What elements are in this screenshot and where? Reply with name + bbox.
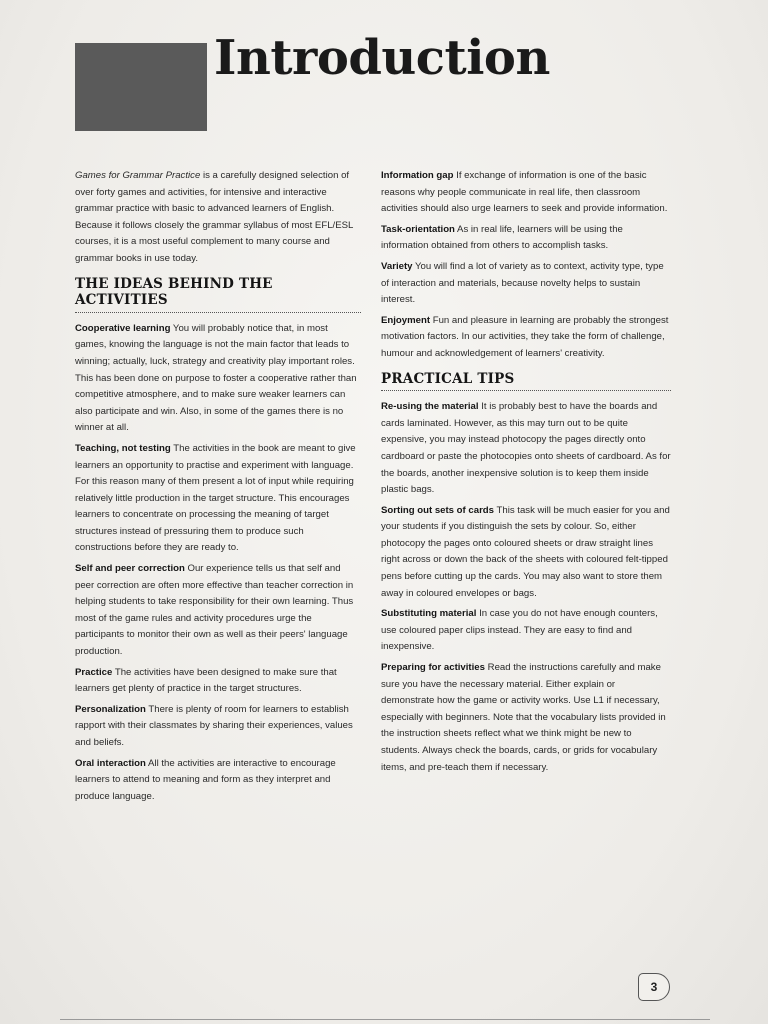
intro-paragraph <box>75 168 361 268</box>
ideas-term: Self and peer correction <box>75 563 185 575</box>
tips-term: Sorting out sets of cards <box>381 504 495 516</box>
tips-item <box>381 660 671 776</box>
ideas-text: There is plenty of room for learners to establish rapport with their classmates by sharing their experiences, values and beliefs. <box>75 703 353 748</box>
ideas-term: Enjoyment <box>381 314 431 326</box>
ideas-text: The activities have been designed to make sure that learners get plenty of practice in the target structures. <box>75 666 337 695</box>
intro-text: is a carefully designed selection of over forty games and activities, for intensive and interactive grammar practice with basic to advanced learners of English. Because it follows closely the grammar syllabus of most EFL/ESL courses, it is a most useful complement to many course and grammar books in use today. <box>75 170 353 264</box>
ideas-text: You will probably notice that, in most games, knowing the language is not the main factor that leads to winning; actually, luck, strategy and creativity play important roles. This has been done on purpose to foster a cooperative rather than competitive atmosphere, and to make sure weaker learners can also participate and win. Also, in some of the games there is no winner at all. <box>75 322 357 434</box>
tips-text: In case you do not have enough counters, use coloured paper clips instead. They are easy to find and inexpensive. <box>381 608 658 653</box>
right-column <box>381 168 671 780</box>
ideas-term: Cooperative learning <box>75 322 171 334</box>
ideas-text: If exchange of information is one of the basic reasons why people communicate in real life, then classroom activities should also urge learners to seek and provide information. <box>381 170 668 215</box>
ideas-item <box>75 756 361 806</box>
ideas-item <box>75 702 361 752</box>
ideas-text: You will find a lot of variety as to context, activity type, type of interaction and materials, because novelty helps to sustain interest. <box>381 260 664 306</box>
left-column <box>75 168 361 809</box>
tips-term: Re-using the material <box>381 401 479 413</box>
tips-term: Preparing for activities <box>381 662 485 674</box>
tips-item <box>381 503 671 603</box>
ideas-text: All the activities are interactive to encourage learners to attend to meaning and form as they interpret and produce language. <box>75 757 336 802</box>
tips-item <box>381 606 671 656</box>
title-decoration-block <box>75 43 207 131</box>
ideas-term: Task-orientation <box>381 223 455 235</box>
book-title: Games for Grammar Practice <box>75 170 201 181</box>
tips-heading: PRACTICAL TIPS <box>381 371 671 392</box>
ideas-item <box>75 561 361 661</box>
ideas-text: The activities in the book are meant to give learners an opportunity to practise and experiment with language. For this reason many of them present a lot of input while requiring relatively little production in the target structure. This encourages learners to concentrate on processing the meaning of target structures instead of pressuring them to produce such constructions before they are ready to. <box>75 442 356 554</box>
page-title: Introduction <box>214 30 550 86</box>
ideas-item <box>75 441 361 557</box>
ideas-term: Personalization <box>75 703 146 715</box>
ideas-text: Fun and pleasure in learning are probably the strongest motivation factors. In our activities, they take the form of challenge, humour and acknowledgement of learners' creativity. <box>381 314 669 359</box>
ideas-term: Teaching, not testing <box>75 442 171 454</box>
ideas-heading: THE IDEAS BEHIND THE ACTIVITIES <box>75 276 361 313</box>
ideas-text: As in real life, learners will be using the information obtained from others to accomplish tasks. <box>381 223 623 252</box>
ideas-item <box>381 222 671 255</box>
tips-text: Read the instructions carefully and make sure you have the necessary material. Either explain or demonstrate how the game or activity works. Use L1 if necessary, especially with beginners. Note that the vocabulary lists provided in the instruction sheets reflect what we think might be new to students. Always check the boards, cards, or grids for vocabulary items, and pre-teach them if necessary. <box>381 662 666 773</box>
ideas-term: Practice <box>75 666 113 678</box>
page-number: 3 <box>638 973 670 1001</box>
ideas-item <box>381 168 671 218</box>
bottom-rule <box>60 1019 710 1020</box>
ideas-term: Information gap <box>381 170 454 181</box>
ideas-item <box>75 321 361 437</box>
ideas-term: Oral interaction <box>75 757 146 769</box>
ideas-item <box>75 665 361 698</box>
ideas-item <box>381 259 671 309</box>
ideas-text: Our experience tells us that self and peer correction are often more effective than teacher correction in helping students to take responsibility for their own learning. Thus most of the game rules and activity procedures urge the participants to monitor their own as well as their peers' language production. <box>75 563 354 658</box>
tips-item <box>381 399 671 499</box>
tips-text: This task will be much easier for you and your students if you distinguish the sets by colour. So, either photocopy the pages onto coloured sheets or draw straight lines right across or down the back of the sheets with coloured felt-tipped pens before cutting up the cards. You may also want to store them away in coloured envelopes or bags. <box>381 504 670 599</box>
tips-term: Substituting material <box>381 608 477 620</box>
tips-text: It is probably best to have the boards and cards laminated. However, as this may turn out to be quite expensive, you may instead photocopy the pages directly onto cardboard or paste the photocopies onto sheets of cardboard. As for the boards, another inexpensive solution is to keep them inside plastic bags. <box>381 401 671 496</box>
ideas-item <box>381 313 671 363</box>
ideas-term: Variety <box>381 260 413 272</box>
